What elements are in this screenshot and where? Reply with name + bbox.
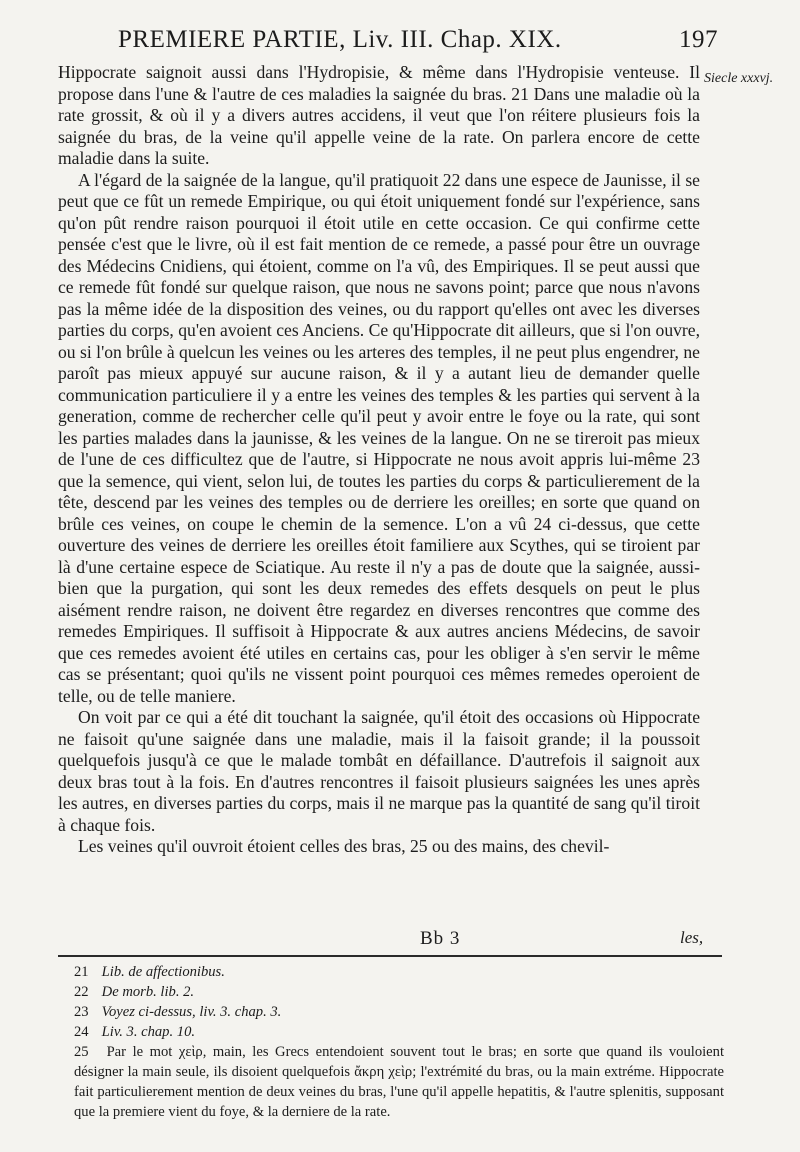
signature-mark: Bb 3 (420, 928, 461, 949)
footnote-text: Lib. de affectionibus. (101, 964, 225, 980)
margin-note: Siecle xxxvj. (704, 71, 774, 86)
page-title: PREMIERE PARTIE, Liv. III. Chap. XIX. (118, 26, 562, 53)
footnote-number: 21 (74, 964, 89, 980)
footnote-number: 23 (74, 1004, 89, 1020)
paragraph: Les veines qu'il ouvroit étoient celles des bras, 25 ou des mains, des chevil- (78, 836, 610, 856)
footnotes (74, 962, 724, 1122)
footnote-text: Voyez ci-dessus, liv. 3. chap. 3. (101, 1004, 282, 1020)
footnote (74, 962, 724, 982)
footnote-number: 25 (74, 1044, 89, 1060)
footnote-text: Liv. 3. chap. 10. (101, 1024, 196, 1040)
footnote-text: De morb. lib. 2. (101, 984, 195, 1000)
main-text (58, 62, 700, 858)
footnote (74, 982, 724, 1002)
footnote-divider (58, 955, 722, 957)
paragraph: Hippocrate saignoit aussi dans l'Hydropisie, & même dans l'Hydropisie venteuse. Il propose dans l'une & l'autre de ces maladies la saignée du bras. 21 Dans une maladie où la rate grossit, & où il y a divers autres accidens, il veut que l'on réitere plusieurs fois la saignée du bras, de la veine qu'il appelle veine de la rate. On parlera encore de cette maladie dans la suite. (58, 62, 700, 168)
footnote-number: 22 (74, 984, 89, 1000)
footnote-text: Par le mot χεὶρ, main, les Grecs entendoient souvent tout le bras; en sorte que quand ils vouloient désigner la main seule, ils disoient quelquefois ἄκρη χεὶρ; l'extrémité du bras, ou la main extréme. Hippocrate fait particulierement mention de deux veines du bras, l'une qu'il appelle hepatitis, & l'autre splenitis, supposant que la premiere vient du foye, & la derniere de la rate. (74, 1044, 725, 1120)
catchword: les, (680, 928, 704, 947)
paragraph: On voit par ce qui a été dit touchant la saignée, qu'il étoit des occasions où Hippocrate ne faisoit qu'une saignée dans une maladie, mais il la faisoit grande; il la poussoit quelquefois jusqu'à ce que le malade tombât en défaillance. D'autrefois il saignoit aux deux bras tout à la fois. En d'autres rencontres il faisoit plusieurs saignées les unes après les autres, en diverses parties du corps, mais il ne marque pas la quantité de sang qu'il tiroit à chaque fois. (58, 707, 700, 835)
footnote-number: 24 (74, 1024, 89, 1040)
running-head (118, 26, 718, 56)
footnote (74, 1022, 724, 1042)
footnote (74, 1002, 724, 1022)
page-number: 197 (679, 26, 718, 53)
footnote (74, 1042, 724, 1122)
paragraph: A l'égard de la saignée de la langue, qu'il pratiquoit 22 dans une espece de Jaunisse, il se peut que ce fût un remede Empirique, ou qui étoit uniquement fondé sur l'expérience, sans qu'on pût rendre raison pourquoi il étoit utile en cette occasion. Ce qui confirme cette pensée c'est que le livre, où il est fait mention de ce remede, a passé pour être un ouvrage des Médecins Cnidiens, qui étoient, comme on l'a vû, des Empiriques. Il se peut aussi que ce remede fût fondé sur quelque raison, que nous ne savons point; parce que nous n'avons pas la même idée de la disposition des veines, ou du rapport qu'elles ont avec les diverses parties du corps, qu'en avoient ces Anciens. Ce qu'Hippocrate dit ailleurs, que si l'on ouvre, ou si l'on brûle à quelcun les veines ou les arteres des temples, il ne peut plus engendrer, ne paroît pas mieux appuyé sur aucune raison, & il y a autant lieu de demander quelle communication particuliere il y a entre les veines des temples & les parties qui servent à la generation, comme de rechercher celle qu'il peut y avoir entre le foye ou la rate, qui sont les parties malades dans la jaunisse, & les veines de la langue. On ne se tireroit pas mieux de l'une de ces difficultez que de l'autre, si Hippocrate ne nous avoit appris lui-même 23 que la semence, qui vient, selon lui, de toutes les parties du corps & particulierement de la tête, descend par les veines des temples ou de derriere les oreilles; en sorte que quand on brûle ces veines, on coupe le chemin de la semence. L'on a vû 24 ci-dessus, que cette ouverture des veines de derriere les oreilles étoit familiere aux Scythes, qui se tiroient par là d'une certaine espece de Sciatique. Au reste il n'y a pas de doute que la saignée, aussi-bien que la purgation, qui sont les deux remedes des effets desquels on peut le plus aisément rendre raison, ne doivent être regardez en diverses rencontres que comme des remedes Empiriques. Il suffisoit à Hippocrate & aux autres anciens Médecins, de savoir que ces remedes avoient été utiles en certains cas, pour les obliger à s'en servir le même cas se présentant; quoi qu'ils ne vissent point pourquoi ces mêmes remedes operoient de telle, ou de telle maniere. (58, 169, 700, 706)
